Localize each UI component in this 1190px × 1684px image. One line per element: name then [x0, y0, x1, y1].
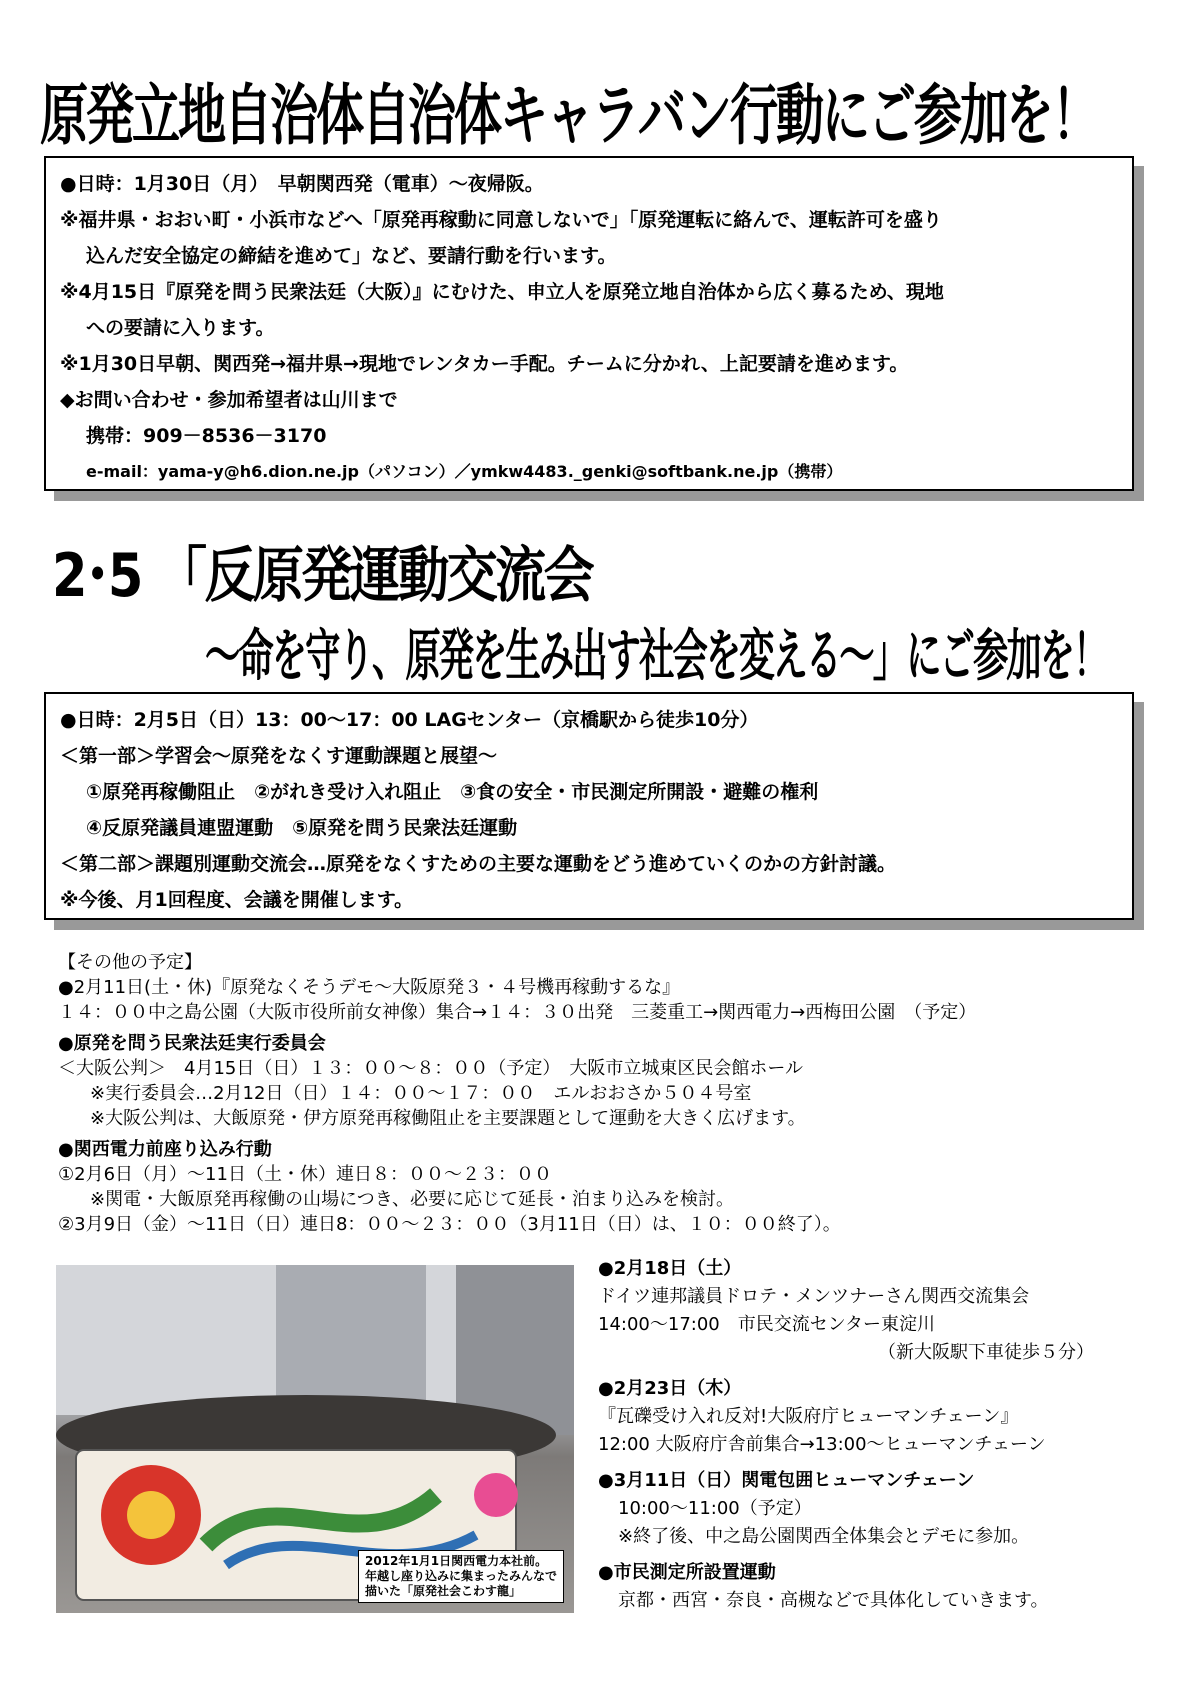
- caravan-info-box: [44, 156, 1134, 491]
- court-title: ●原発を問う民衆法廷実行委員会: [58, 1033, 326, 1054]
- caravan-date: ●日時：1月30日（月） 早朝関西発（電車）～夜帰阪。: [60, 173, 544, 195]
- headline-caravan: 原発立地自治体自治体キャラバン行動にご参加を！: [40, 77, 1098, 154]
- court-line-3: ※大阪公判は、大飯原発・伊方原発再稼働阻止を主要課題として運動を大きく広げます。: [90, 1108, 806, 1129]
- exchange-date: ●日時：2月5日（日）13：00～17：00 LAGセンター（京橋駅から徒歩10分）: [60, 709, 759, 731]
- exchange-part-2: ＜第二部＞課題別運動交流会…原発をなくすための主要な運動をどう進めていくのかの方針討議。: [60, 853, 897, 875]
- other-schedule: [58, 950, 976, 1237]
- caravan-note-1: ※福井県・おおい町・小浜市などへ「原発再稼動に同意しないで」「原発運転に絡んで、運転許可を盛り: [60, 209, 942, 231]
- event-1-access: （新大阪駅下車徒歩５分）: [878, 1342, 1094, 1363]
- protest-photo: [56, 1265, 574, 1613]
- exchange-part-1: ＜第一部＞学習会～原発をなくす運動課題と展望～: [60, 745, 498, 767]
- photo-caption-2: 年越し座り込みに集まったみんなで: [364, 1569, 557, 1583]
- event-2-date: ●2月23日（木）: [598, 1378, 742, 1399]
- event-3-time: 10:00～11:00（予定）: [618, 1498, 812, 1519]
- event-4-title: ●市民測定所設置運動: [598, 1562, 776, 1583]
- caravan-note-3: ※1月30日早朝、関西発→福井県→現地でレンタカー手配。チームに分かれ、上記要請を進めます。: [60, 353, 909, 375]
- event-4-detail: 京都・西宮・奈良・高槻などで具体化していきます。: [618, 1590, 1049, 1611]
- event-1-time: 14:00～17:00 市民交流センター東淀川: [598, 1314, 936, 1335]
- caravan-phone: 携帯：909－8536－3170: [86, 425, 327, 447]
- schedule-heading: 【その他の予定】: [58, 952, 202, 973]
- photo-caption: [358, 1550, 564, 1603]
- event-3-note: ※終了後、中之島公園関西全体集会とデモに参加。: [618, 1526, 1030, 1547]
- caravan-note-1-cont: 込んだ安全協定の締結を進めて」など、要請行動を行います。: [86, 245, 617, 267]
- event-2-title: 『瓦礫受け入れ反対!大阪府庁ヒューマンチェーン』: [598, 1406, 1019, 1427]
- event-1-date: ●2月18日（土）: [598, 1258, 742, 1279]
- exchange-info-box: [44, 692, 1134, 920]
- exchange-note: ※今後、月1回程度、会議を開催します。: [60, 889, 414, 911]
- demo-title: ●2月11日(土・休)『原発なくそうデモ～大阪原発３・４号機再稼動するな』: [58, 977, 681, 998]
- headline-exchange-2: ～命を守り、原発を生み出す社会を変える～」にご参加を！: [205, 624, 1107, 689]
- headline-exchange-1: 2･5 「反原発運動交流会: [52, 541, 593, 611]
- event-2-time: 12:00 大阪府庁舎前集合→13:00～ヒューマンチェーン: [598, 1434, 1046, 1455]
- court-line-2: ※実行委員会…2月12日（日）１４：００～１７：００ エルおおさか５０４号室: [90, 1083, 752, 1104]
- caravan-note-2-cont: への要請に入ります。: [86, 317, 275, 339]
- demo-detail: １４：００中之島公園（大阪市役所前女神像）集合→１４：３０出発 三菱重工→関西電力→西梅田公園 （予定）: [58, 1002, 977, 1023]
- event-1-title: ドイツ連邦議員ドロテ・メンツナーさん関西交流集会: [598, 1286, 1030, 1307]
- photo-caption-1: 2012年1月1日関西電力本社前。: [364, 1554, 548, 1568]
- caravan-note-2: ※4月15日『原発を問う民衆法廷（大阪）』にむけた、申立人を原発立地自治体から広く募るため、現地: [60, 281, 944, 303]
- caravan-contact: ◆お問い合わせ・参加希望者は山川まで: [60, 389, 398, 411]
- sitin-line-2: ※関電・大飯原発再稼働の山場につき、必要に応じて延長・泊まり込みを検討。: [90, 1189, 734, 1210]
- court-line-1: ＜大阪公判＞ 4月15日（日）１３：００～８：００（予定） 大阪市立城東区民会館ホール: [58, 1058, 803, 1079]
- sitin-line-3: ②3月9日（金）～11日（日）連日8：００～２３：００（3月11日（日）は、１０：００終了）。: [58, 1214, 841, 1235]
- sitin-line-1: ①2月6日（月）～11日（土・休）連日８：００～２３：００: [58, 1164, 552, 1185]
- exchange-topics-1: ①原発再稼働阻止 ②がれき受け入れ阻止 ③食の安全・市民測定所開設・避難の権利: [86, 781, 819, 803]
- event-3-title: ●3月11日（日）関電包囲ヒューマンチェーン: [598, 1470, 975, 1491]
- exchange-topics-2: ④反原発議員連盟運動 ⑤原発を問う民衆法廷運動: [86, 817, 518, 839]
- photo-caption-3: 描いた「原発社会こわす龍」: [364, 1584, 521, 1598]
- event-list: [598, 1255, 1094, 1615]
- sitin-title: ●関西電力前座り込み行動: [58, 1139, 272, 1160]
- caravan-email: e-mail：yama-y@h6.dion.ne.jp（パソコン）／ymkw4483._genki@softbank.ne.jp（携帯）: [86, 462, 843, 481]
